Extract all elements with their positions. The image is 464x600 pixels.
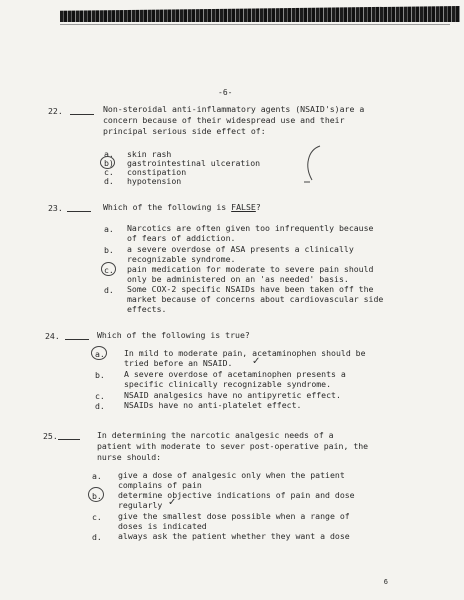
option-letter: d.	[104, 176, 114, 186]
option-letter: d.	[104, 285, 114, 295]
option-letter: c.	[92, 512, 102, 522]
option-letter: a.	[104, 149, 114, 159]
answer-blank	[58, 439, 80, 440]
option-text-line: specific clinically recognizable syndrome.	[124, 379, 332, 389]
option-text: hypotension	[127, 176, 182, 186]
question-23-stem: Which of the following is FALSE?	[103, 202, 261, 212]
check-mark-icon: ✓	[252, 356, 261, 367]
option-text-line: of fears of addiction.	[127, 233, 236, 243]
handwritten-bracket	[290, 142, 340, 186]
option-letter: c.	[95, 391, 105, 401]
option-text-line: Some COX-2 specific NSAIDs have been taken off the	[127, 284, 374, 294]
option-letter: b.	[95, 370, 105, 380]
option-text-line: tried before an NSAID.	[124, 358, 233, 368]
option-text-line: regularly	[118, 500, 163, 510]
option-text-line: NSAID analgesics have no antipyretic effect.	[124, 390, 341, 400]
check-mark-icon: ✓	[168, 497, 177, 508]
answer-blank	[65, 339, 89, 340]
option-text-line: In mild to moderate pain, acetaminophen should be	[124, 348, 366, 358]
option-text-line: A severe overdose of acetaminophen presents a	[124, 369, 346, 379]
option-letter: d.	[92, 532, 102, 542]
answer-blank	[67, 211, 91, 212]
option-text: skin rash	[127, 149, 172, 159]
option-text-line: always ask the patient whether they want a dose	[118, 531, 350, 541]
option-text-line: give a dose of analgesic only when the patient	[118, 470, 345, 480]
option-text-line: market because of concerns about cardiovascular side	[127, 294, 384, 304]
option-text-line: recognizable syndrome.	[127, 254, 236, 264]
question-22-stem-line-3: principal serious side effect of:	[103, 126, 266, 136]
answer-blank	[70, 114, 94, 115]
question-24-stem: Which of the following is true?	[97, 330, 250, 340]
option-text-line: complains of pain	[118, 480, 202, 490]
question-24-number: 24.	[45, 331, 60, 341]
scan-artifact-band	[60, 6, 460, 22]
question-22-stem-line-1: Non-steroidal anti-inflammatory agents (NSAID's)are a	[103, 104, 365, 114]
option-letter: c.	[104, 265, 114, 275]
question-25-stem-line-3: nurse should:	[97, 452, 162, 462]
scan-artifact-line	[60, 24, 450, 25]
question-25-stem-line-2: patient with moderate to sever post-operative pain, the	[97, 441, 369, 451]
question-22-stem-line-2: concern because of their widespread use and their	[103, 115, 345, 125]
question-25-number: 25.	[43, 431, 58, 441]
option-text: constipation	[127, 167, 187, 177]
option-letter: d.	[95, 401, 105, 411]
page-number: -6-	[218, 88, 233, 97]
option-text-line: a severe overdose of ASA presents a clinically	[127, 244, 354, 254]
option-letter: b.	[92, 491, 102, 501]
option-text-line: only be administered on an 'as needed' basis.	[127, 274, 349, 284]
option-text-line: NSAIDs have no anti-platelet effect.	[124, 400, 302, 410]
option-text-line: Narcotics are often given too infrequently because	[127, 223, 374, 233]
option-text-line: pain medication for moderate to severe pain should	[127, 264, 374, 274]
option-letter: b.	[104, 245, 114, 255]
option-letter: a.	[95, 349, 105, 359]
option-text: gastrointestinal ulceration	[127, 158, 261, 168]
option-letter: a.	[92, 471, 102, 481]
option-text-line: give the smallest dose possible when a range of	[118, 511, 350, 521]
option-letter: c.	[104, 167, 114, 177]
question-22-number: 22.	[48, 106, 63, 116]
question-25-stem-line-1: In determining the narcotic analgesic needs of a	[97, 430, 334, 440]
option-text-line: doses is indicated	[118, 521, 207, 531]
page-corner-mark: 6	[383, 578, 388, 586]
option-letter: b)	[104, 158, 114, 168]
option-letter: a.	[104, 224, 114, 234]
question-23-number: 23.	[48, 203, 63, 213]
option-text-line: determine objective indications of pain and dose	[118, 490, 355, 500]
option-text-line: effects.	[127, 304, 167, 314]
